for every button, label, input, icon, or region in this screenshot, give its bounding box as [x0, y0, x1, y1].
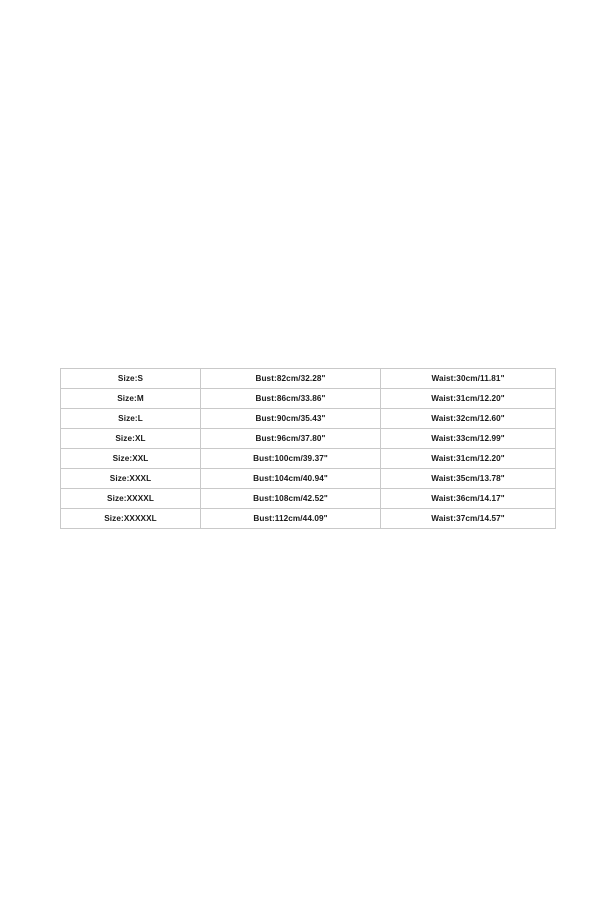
table-row	[61, 409, 556, 429]
cell-bust: Bust:104cm/40.94"	[201, 469, 381, 489]
cell-waist: Waist:37cm/14.57"	[381, 509, 556, 529]
cell-size: Size:M	[61, 389, 201, 409]
cell-size: Size:XXXL	[61, 469, 201, 489]
cell-size: Size:L	[61, 409, 201, 429]
cell-size: Size:XL	[61, 429, 201, 449]
table-row	[61, 469, 556, 489]
cell-waist: Waist:35cm/13.78"	[381, 469, 556, 489]
table-row	[61, 509, 556, 529]
cell-size: Size:XXL	[61, 449, 201, 469]
cell-waist: Waist:32cm/12.60"	[381, 409, 556, 429]
cell-bust: Bust:112cm/44.09"	[201, 509, 381, 529]
cell-size: Size:XXXXL	[61, 489, 201, 509]
cell-waist: Waist:36cm/14.17"	[381, 489, 556, 509]
table-row	[61, 429, 556, 449]
cell-waist: Waist:33cm/12.99"	[381, 429, 556, 449]
cell-bust: Bust:90cm/35.43"	[201, 409, 381, 429]
table-row	[61, 389, 556, 409]
cell-bust: Bust:86cm/33.86"	[201, 389, 381, 409]
cell-bust: Bust:100cm/39.37"	[201, 449, 381, 469]
table-row	[61, 369, 556, 389]
cell-bust: Bust:96cm/37.80"	[201, 429, 381, 449]
cell-size: Size:S	[61, 369, 201, 389]
size-chart-body	[61, 369, 556, 529]
size-chart-container	[60, 368, 540, 529]
cell-waist: Waist:31cm/12.20"	[381, 449, 556, 469]
size-chart-table	[60, 368, 556, 529]
cell-bust: Bust:108cm/42.52"	[201, 489, 381, 509]
cell-bust: Bust:82cm/32.28"	[201, 369, 381, 389]
cell-waist: Waist:30cm/11.81"	[381, 369, 556, 389]
table-row	[61, 489, 556, 509]
cell-waist: Waist:31cm/12.20"	[381, 389, 556, 409]
table-row	[61, 449, 556, 469]
cell-size: Size:XXXXXL	[61, 509, 201, 529]
